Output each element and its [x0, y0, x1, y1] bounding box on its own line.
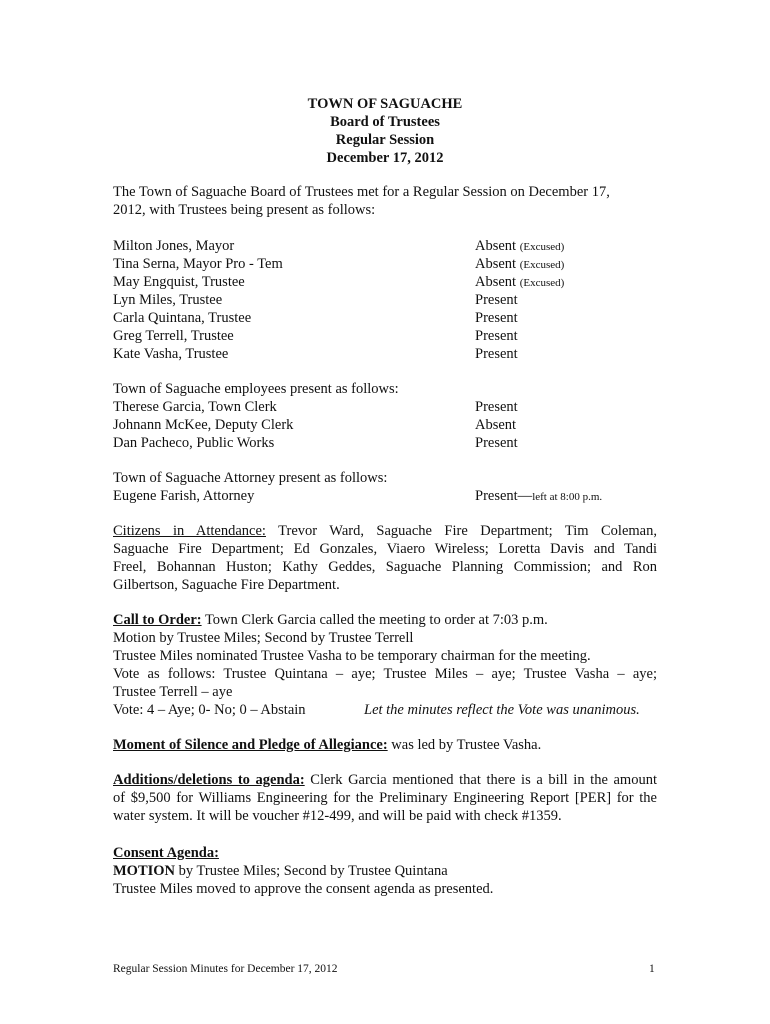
- trustee-status: Present: [475, 310, 518, 326]
- consent-motion-line: MOTION by Trustee Miles; Second by Trustee Quintana: [113, 863, 448, 879]
- document-title-board: Board of Trustees: [330, 114, 440, 130]
- additions-label: Additions/deletions to agenda:: [113, 772, 305, 788]
- call-to-order-line-5: Trustee Terrell – aye: [113, 684, 233, 700]
- trustee-status: Present: [475, 328, 518, 344]
- moment-of-silence-label: Moment of Silence and Pledge of Allegiance:: [113, 737, 388, 753]
- employee-name: Therese Garcia, Town Clerk: [113, 399, 277, 415]
- citizens-line-3: Freel, Bohannan Huston; Kathy Geddes, Saguache Planning Commission; and Ron: [113, 559, 657, 575]
- vote-tally: Vote: 4 – Aye; 0- No; 0 – Abstain: [113, 702, 306, 718]
- additions-line-3: water system. It will be voucher #12-499, and will be paid with check #1359.: [113, 808, 562, 824]
- intro-line-1: The Town of Saguache Board of Trustees met for a Regular Session on December 17,: [113, 184, 610, 200]
- trustee-name: Carla Quintana, Trustee: [113, 310, 252, 326]
- trustee-status: Present: [475, 346, 518, 362]
- call-to-order-line-3: Trustee Miles nominated Trustee Vasha to be temporary chairman for the meeting.: [113, 648, 591, 664]
- trustee-name: Tina Serna, Mayor Pro - Tem: [113, 256, 283, 272]
- trustee-name: Kate Vasha, Trustee: [113, 346, 229, 362]
- document-title-town: TOWN OF SAGUACHE: [307, 96, 463, 112]
- consent-agenda-label: Consent Agenda:: [113, 845, 219, 861]
- motion-label: MOTION: [113, 863, 176, 879]
- trustee-status: Absent (Excused): [475, 256, 565, 272]
- consent-agenda-line-2: Trustee Miles moved to approve the consent agenda as presented.: [113, 881, 494, 897]
- trustee-status: Absent (Excused): [475, 238, 565, 254]
- moment-of-silence: Moment of Silence and Pledge of Allegiance: was led by Trustee Vasha.: [113, 737, 542, 753]
- employee-name: Dan Pacheco, Public Works: [113, 435, 275, 451]
- trustee-name: Greg Terrell, Trustee: [113, 328, 234, 344]
- attorney-name: Eugene Farish, Attorney: [113, 488, 255, 504]
- trustee-name: Milton Jones, Mayor: [113, 238, 235, 254]
- call-to-order-line-2: Motion by Trustee Miles; Second by Trustee Terrell: [113, 630, 414, 646]
- call-to-order-line-1: Call to Order: Town Clerk Garcia called the meeting to order at 7:03 p.m.: [113, 612, 548, 628]
- additions-line-1: Additions/deletions to agenda: Clerk Garcia mentioned that there is a bill in the amount: [113, 772, 657, 788]
- trustee-status: Present: [475, 292, 518, 308]
- document-title-session: Regular Session: [335, 132, 435, 148]
- citizens-line-4: Gilbertson, Saguache Fire Department.: [113, 577, 340, 593]
- citizens-line-2: Saguache Fire Department; Ed Gonzales, Viaero Wireless; Loretta Davis and Tandi: [113, 541, 657, 557]
- trustee-name: Lyn Miles, Trustee: [113, 292, 223, 308]
- document-title-date: December 17, 2012: [326, 150, 444, 166]
- additions-line-2: of $9,500 for Williams Engineering for the Preliminary Engineering Report [PER] for the: [113, 790, 657, 806]
- citizens-label: Citizens in Attendance:: [113, 523, 266, 539]
- footer-text: Regular Session Minutes for December 17, 2012: [113, 963, 338, 975]
- page-number: 1: [649, 963, 655, 975]
- call-to-order-label: Call to Order:: [113, 612, 202, 628]
- employee-name: Johnann McKee, Deputy Clerk: [113, 417, 294, 433]
- citizens-line-1: Citizens in Attendance: Trevor Ward, Saguache Fire Department; Tim Coleman,: [113, 523, 657, 539]
- attorney-status: Present—left at 8:00 p.m.: [475, 488, 603, 504]
- vote-note: Let the minutes reflect the Vote was unanimous.: [364, 702, 640, 718]
- attorney-heading: Town of Saguache Attorney present as follows:: [113, 470, 388, 486]
- employee-status: Present: [475, 435, 518, 451]
- call-to-order-line-4: Vote as follows: Trustee Quintana – aye; Trustee Miles – aye; Trustee Vasha – aye;: [113, 666, 657, 682]
- trustee-status: Absent (Excused): [475, 274, 565, 290]
- employee-status: Absent: [475, 417, 517, 433]
- intro-line-2: 2012, with Trustees being present as follows:: [113, 202, 376, 218]
- employee-status: Present: [475, 399, 518, 415]
- trustee-name: May Engquist, Trustee: [113, 274, 245, 290]
- employees-heading: Town of Saguache employees present as follows:: [113, 381, 399, 397]
